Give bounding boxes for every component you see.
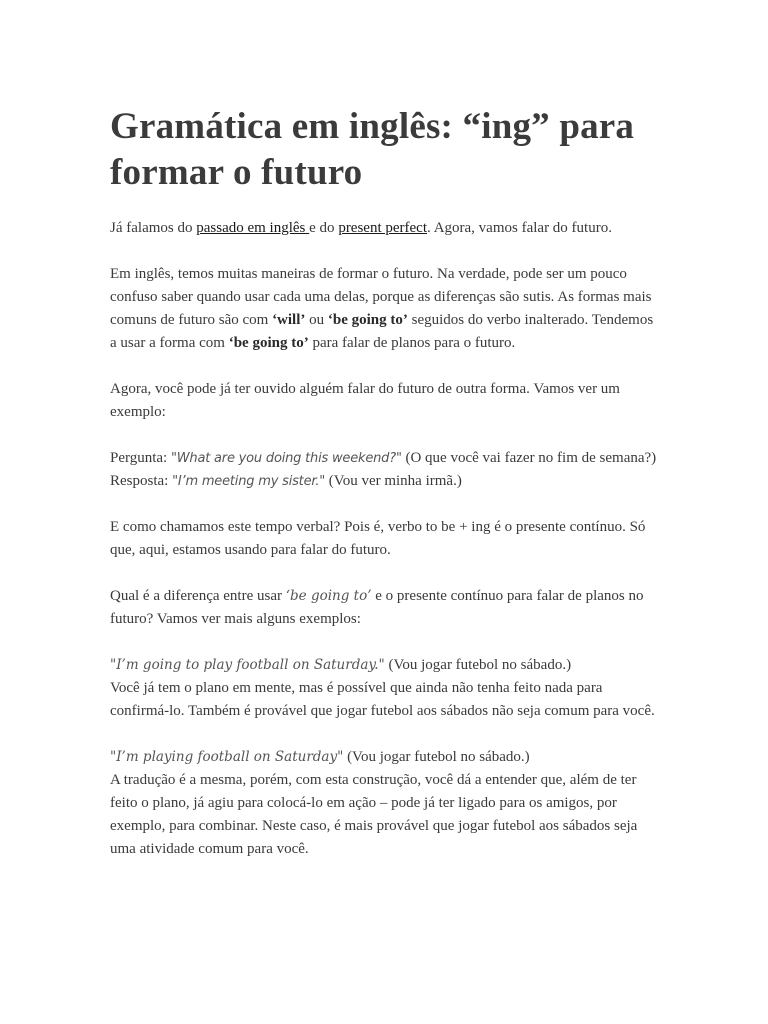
- example1-explanation: Você já tem o plano em mente, mas é possível que ainda não tenha feito nada para confirmá-lo. Também é provável que jogar futebol aos sábados não seja comum para você.: [110, 680, 655, 719]
- example2-translation: (Vou jogar futebol no sábado.): [343, 749, 530, 765]
- example1-english: "I’m going to play football on Saturday.": [110, 657, 385, 673]
- intro-text-mid: e do: [309, 220, 339, 236]
- p2-text-a: Em inglês, temos muitas maneiras de formar o futuro. Na verdade, pode ser um pouco confuso saber quando usar cada uma delas, porque as diferenças são sutis. As formas mais comuns de futuro são com: [110, 266, 652, 328]
- paragraph-example-continuous: [110, 746, 662, 861]
- p6-term-be-going-to: ‘be going to’: [285, 588, 372, 604]
- p6-text-c: e o presente contínuo para falar de planos no futuro? Vamos ver mais alguns exemplos:: [110, 588, 644, 627]
- term-will: ‘will’: [272, 312, 306, 328]
- p2-text-d: para falar de planos para o futuro.: [308, 335, 516, 351]
- page-title: Gramática em inglês: “ing” para formar o futuro: [110, 106, 635, 193]
- paragraph-forms-of-future: [110, 263, 662, 355]
- answer-english: "I’m meeting my sister.": [172, 474, 326, 489]
- paragraph-present-continuous: E como chamamos este tempo verbal? Pois é, verbo to be + ing é o presente contínuo. Só que, aqui, estamos usando para falar do futuro.: [110, 519, 646, 558]
- link-present-perfect[interactable]: present perfect: [338, 220, 428, 236]
- p2-text-c: seguidos do verbo inalterado. Tendemos a usar a forma com: [110, 312, 654, 351]
- intro-paragraph: [110, 217, 662, 240]
- p2-text-b: ou: [305, 312, 328, 328]
- link-passado-em-ingles[interactable]: passado em inglês: [196, 220, 310, 236]
- answer-translation: (Vou ver minha irmã.): [325, 473, 462, 489]
- example2-explanation: A tradução é a mesma, porém, com esta construção, você dá a entender que, além de ter feito o plano, já agiu para colocá-lo em ação – pode já ter ligado para os amigos, por exemplo, para combinar. Neste caso, é mais provável que jogar futebol aos sábados seja uma atividade comum para você.: [110, 772, 638, 857]
- term-be-going-to-2: ‘be going to’: [228, 335, 309, 351]
- term-be-going-to: ‘be going to’: [327, 312, 408, 328]
- example2-english: "I’m playing football on Saturday": [110, 749, 344, 765]
- example1-translation: (Vou jogar futebol no sábado.): [384, 657, 572, 673]
- intro-text-post: . Agora, vamos falar do futuro.: [427, 220, 612, 236]
- paragraph-example-intro: Agora, você pode já ter ouvido alguém falar do futuro de outra forma. Vamos ver um exemplo:: [110, 381, 620, 420]
- question-label: Pergunta:: [110, 450, 171, 466]
- paragraph-example-going-to: [110, 654, 662, 723]
- question-english: "What are you doing this weekend?": [170, 451, 402, 466]
- answer-label: Resposta:: [110, 473, 173, 489]
- p6-text-a: Qual é a diferença entre usar: [110, 588, 286, 604]
- paragraph-dialogue: [110, 447, 662, 493]
- paragraph-difference: [110, 585, 662, 631]
- question-translation: (O que você vai fazer no fim de semana?): [401, 450, 657, 466]
- intro-text-pre: Já falamos do: [110, 220, 197, 236]
- article: [110, 104, 662, 861]
